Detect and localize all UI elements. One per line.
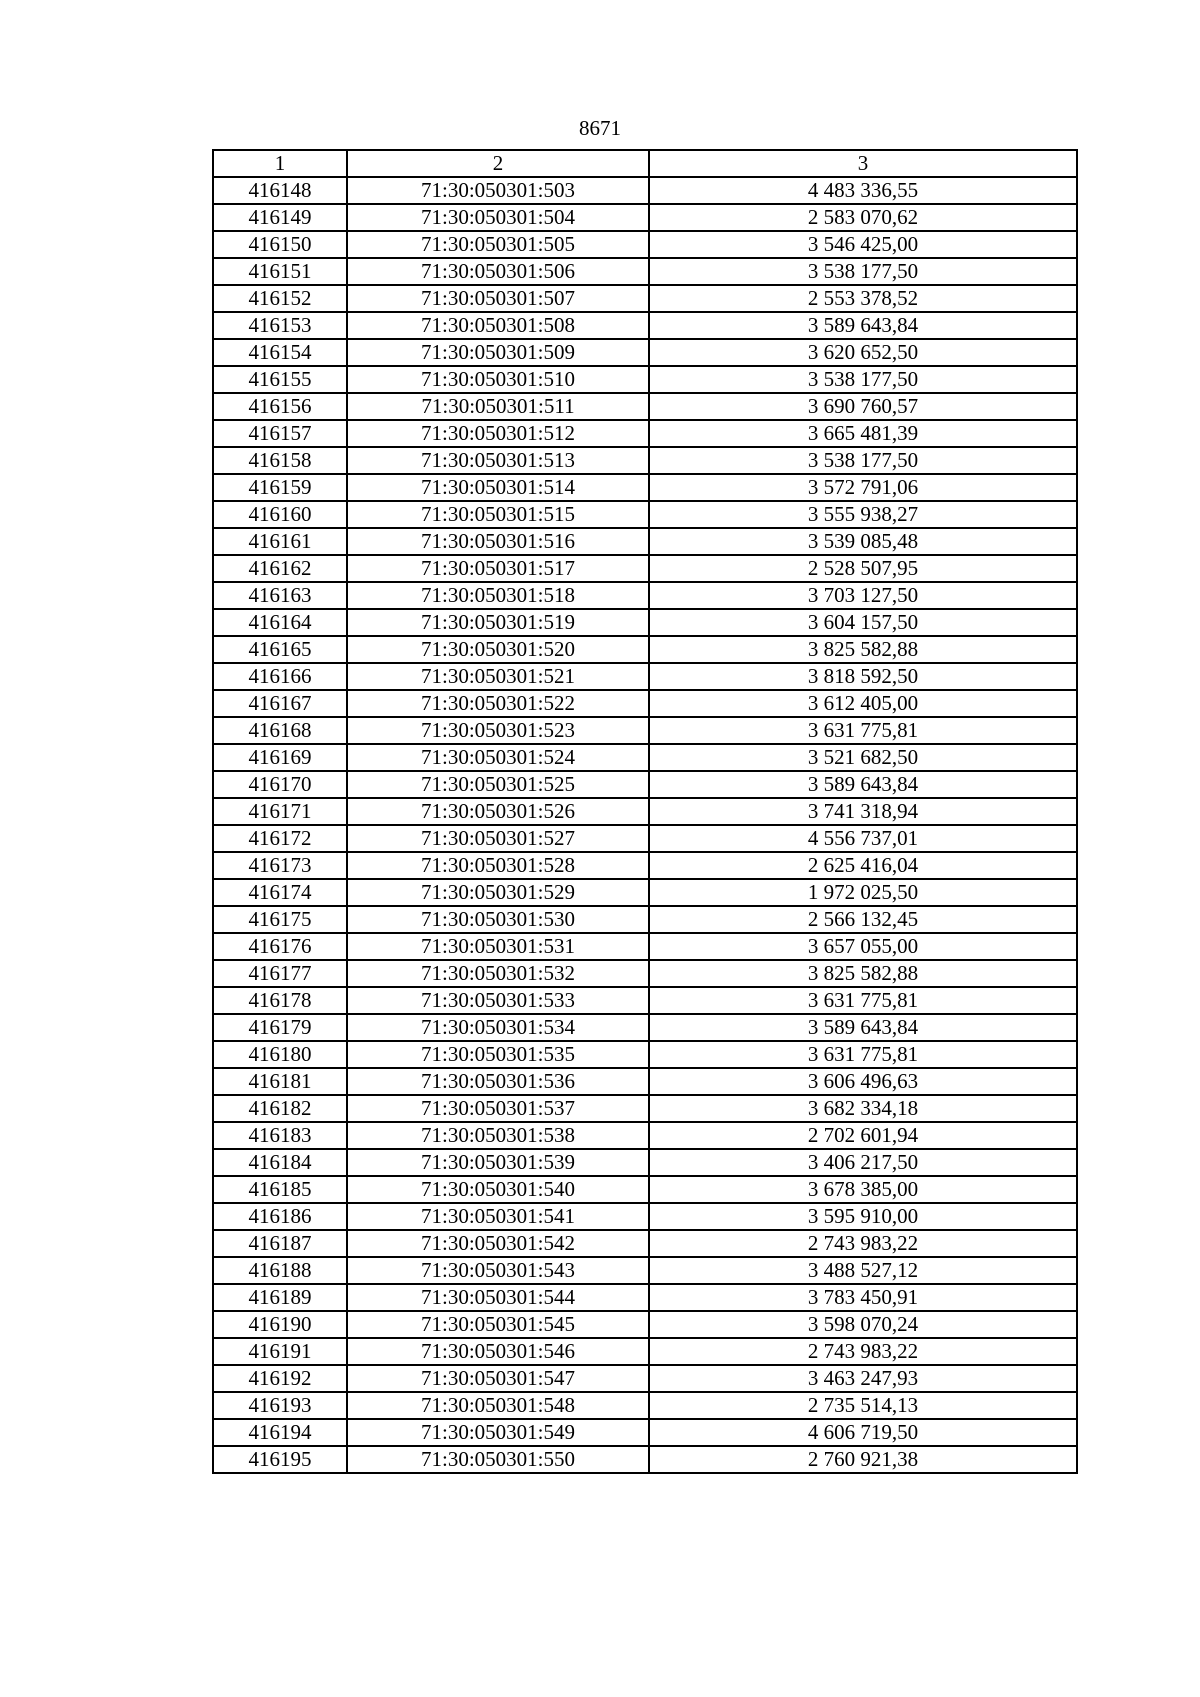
cadastral-number-cell: 71:30:050301:511 [347,393,649,420]
cadastral-number-cell: 71:30:050301:540 [347,1176,649,1203]
row-number-cell: 416154 [213,339,347,366]
table-row [213,285,1077,312]
cadastral-number-cell: 71:30:050301:548 [347,1392,649,1419]
value-cell: 3 488 527,12 [649,1257,1077,1284]
value-cell: 2 743 983,22 [649,1230,1077,1257]
table-row [213,1311,1077,1338]
cadastral-number-cell: 71:30:050301:512 [347,420,649,447]
table-row [213,798,1077,825]
row-number-cell: 416158 [213,447,347,474]
cadastral-number-cell: 71:30:050301:531 [347,933,649,960]
row-number-cell: 416180 [213,1041,347,1068]
column-header-2: 2 [347,150,649,177]
value-cell: 3 406 217,50 [649,1149,1077,1176]
cadastral-number-cell: 71:30:050301:513 [347,447,649,474]
table-row [213,771,1077,798]
table-row [213,582,1077,609]
cadastral-number-cell: 71:30:050301:544 [347,1284,649,1311]
table-row [213,1392,1077,1419]
cadastral-number-cell: 71:30:050301:539 [347,1149,649,1176]
value-cell: 3 657 055,00 [649,933,1077,960]
table-row [213,1122,1077,1149]
cadastral-number-cell: 71:30:050301:535 [347,1041,649,1068]
row-number-cell: 416164 [213,609,347,636]
table-row [213,501,1077,528]
table-row [213,258,1077,285]
value-cell: 2 583 070,62 [649,204,1077,231]
cadastral-number-cell: 71:30:050301:519 [347,609,649,636]
row-number-cell: 416151 [213,258,347,285]
value-cell: 3 631 775,81 [649,987,1077,1014]
row-number-cell: 416195 [213,1446,347,1473]
value-cell: 3 606 496,63 [649,1068,1077,1095]
table-row [213,1176,1077,1203]
row-number-cell: 416168 [213,717,347,744]
value-cell: 2 743 983,22 [649,1338,1077,1365]
value-cell: 3 538 177,50 [649,258,1077,285]
table-row [213,1014,1077,1041]
cadastral-number-cell: 71:30:050301:522 [347,690,649,717]
cadastral-number-cell: 71:30:050301:503 [347,177,649,204]
value-cell: 3 521 682,50 [649,744,1077,771]
row-number-cell: 416150 [213,231,347,258]
cadastral-number-cell: 71:30:050301:508 [347,312,649,339]
cadastral-number-cell: 71:30:050301:541 [347,1203,649,1230]
row-number-cell: 416170 [213,771,347,798]
value-cell: 3 598 070,24 [649,1311,1077,1338]
cadastral-number-cell: 71:30:050301:538 [347,1122,649,1149]
column-header-3: 3 [649,150,1077,177]
table-row [213,1338,1077,1365]
table-row [213,1095,1077,1122]
table-row [213,1284,1077,1311]
table-row [213,744,1077,771]
page-number: 8671 [579,116,621,140]
cadastral-number-cell: 71:30:050301:527 [347,825,649,852]
value-cell: 3 595 910,00 [649,1203,1077,1230]
row-number-cell: 416152 [213,285,347,312]
value-cell: 2 553 378,52 [649,285,1077,312]
cadastral-number-cell: 71:30:050301:549 [347,1419,649,1446]
table-row [213,1230,1077,1257]
row-number-cell: 416176 [213,933,347,960]
value-cell: 2 735 514,13 [649,1392,1077,1419]
cadastral-number-cell: 71:30:050301:529 [347,879,649,906]
row-number-cell: 416191 [213,1338,347,1365]
value-cell: 4 606 719,50 [649,1419,1077,1446]
cadastral-number-cell: 71:30:050301:543 [347,1257,649,1284]
table-header [213,150,1077,177]
value-cell: 3 825 582,88 [649,960,1077,987]
value-cell: 3 783 450,91 [649,1284,1077,1311]
row-number-cell: 416160 [213,501,347,528]
table-row [213,447,1077,474]
row-number-cell: 416177 [213,960,347,987]
row-number-cell: 416192 [213,1365,347,1392]
cadastral-number-cell: 71:30:050301:530 [347,906,649,933]
table-row [213,555,1077,582]
row-number-cell: 416188 [213,1257,347,1284]
cadastral-number-cell: 71:30:050301:533 [347,987,649,1014]
table-row [213,528,1077,555]
value-cell: 3 539 085,48 [649,528,1077,555]
value-cell: 2 625 416,04 [649,852,1077,879]
cadastral-number-cell: 71:30:050301:521 [347,663,649,690]
value-cell: 3 703 127,50 [649,582,1077,609]
value-cell: 3 546 425,00 [649,231,1077,258]
table-row [213,1041,1077,1068]
row-number-cell: 416179 [213,1014,347,1041]
cadastral-number-cell: 71:30:050301:546 [347,1338,649,1365]
row-number-cell: 416194 [213,1419,347,1446]
cadastral-number-cell: 71:30:050301:536 [347,1068,649,1095]
cadastral-number-cell: 71:30:050301:525 [347,771,649,798]
table-row [213,825,1077,852]
value-cell: 3 589 643,84 [649,771,1077,798]
table-row [213,393,1077,420]
row-number-cell: 416193 [213,1392,347,1419]
row-number-cell: 416162 [213,555,347,582]
row-number-cell: 416157 [213,420,347,447]
value-cell: 3 555 938,27 [649,501,1077,528]
cadastral-number-cell: 71:30:050301:520 [347,636,649,663]
table-row [213,474,1077,501]
row-number-cell: 416187 [213,1230,347,1257]
table-row [213,231,1077,258]
cadastral-number-cell: 71:30:050301:547 [347,1365,649,1392]
value-cell: 3 538 177,50 [649,447,1077,474]
value-cell: 3 682 334,18 [649,1095,1077,1122]
row-number-cell: 416167 [213,690,347,717]
table-row [213,636,1077,663]
cadastral-number-cell: 71:30:050301:516 [347,528,649,555]
value-cell: 3 612 405,00 [649,690,1077,717]
table-row [213,420,1077,447]
row-number-cell: 416178 [213,987,347,1014]
value-cell: 3 538 177,50 [649,366,1077,393]
cadastral-number-cell: 71:30:050301:507 [347,285,649,312]
table-row [213,1149,1077,1176]
row-number-cell: 416172 [213,825,347,852]
table-body [213,177,1077,1473]
value-cell: 3 818 592,50 [649,663,1077,690]
cadastral-number-cell: 71:30:050301:534 [347,1014,649,1041]
header-row [213,150,1077,177]
table-row [213,1203,1077,1230]
value-cell: 2 566 132,45 [649,906,1077,933]
row-number-cell: 416161 [213,528,347,555]
row-number-cell: 416169 [213,744,347,771]
row-number-cell: 416149 [213,204,347,231]
value-cell: 3 589 643,84 [649,312,1077,339]
table-row [213,1446,1077,1473]
cadastral-number-cell: 71:30:050301:528 [347,852,649,879]
cadastral-number-cell: 71:30:050301:506 [347,258,649,285]
row-number-cell: 416156 [213,393,347,420]
row-number-cell: 416182 [213,1095,347,1122]
value-cell: 3 631 775,81 [649,717,1077,744]
table-row [213,852,1077,879]
cadastral-number-cell: 71:30:050301:537 [347,1095,649,1122]
row-number-cell: 416173 [213,852,347,879]
row-number-cell: 416159 [213,474,347,501]
table-row [213,312,1077,339]
cadastral-number-cell: 71:30:050301:505 [347,231,649,258]
row-number-cell: 416189 [213,1284,347,1311]
table-row [213,933,1077,960]
value-cell: 3 665 481,39 [649,420,1077,447]
cadastral-number-cell: 71:30:050301:523 [347,717,649,744]
table-row [213,690,1077,717]
cadastral-number-cell: 71:30:050301:504 [347,204,649,231]
value-cell: 2 760 921,38 [649,1446,1077,1473]
table-row [213,879,1077,906]
cadastral-number-cell: 71:30:050301:518 [347,582,649,609]
value-cell: 3 589 643,84 [649,1014,1077,1041]
table-row [213,1419,1077,1446]
row-number-cell: 416171 [213,798,347,825]
table-row [213,717,1077,744]
row-number-cell: 416163 [213,582,347,609]
cadastral-number-cell: 71:30:050301:532 [347,960,649,987]
cadastral-number-cell: 71:30:050301:545 [347,1311,649,1338]
row-number-cell: 416183 [213,1122,347,1149]
value-cell: 3 620 652,50 [649,339,1077,366]
value-cell: 2 702 601,94 [649,1122,1077,1149]
row-number-cell: 416174 [213,879,347,906]
table-row [213,987,1077,1014]
cadastral-number-cell: 71:30:050301:509 [347,339,649,366]
cadastral-number-cell: 71:30:050301:526 [347,798,649,825]
value-cell: 3 572 791,06 [649,474,1077,501]
cadastral-number-cell: 71:30:050301:550 [347,1446,649,1473]
table-row [213,906,1077,933]
value-cell: 3 690 760,57 [649,393,1077,420]
table-row [213,1365,1077,1392]
table-row [213,1257,1077,1284]
row-number-cell: 416153 [213,312,347,339]
cadastral-number-cell: 71:30:050301:514 [347,474,649,501]
row-number-cell: 416165 [213,636,347,663]
table-row [213,177,1077,204]
table-row [213,339,1077,366]
value-cell: 3 678 385,00 [649,1176,1077,1203]
table-row [213,960,1077,987]
row-number-cell: 416185 [213,1176,347,1203]
row-number-cell: 416190 [213,1311,347,1338]
cadastral-number-cell: 71:30:050301:515 [347,501,649,528]
value-cell: 1 972 025,50 [649,879,1077,906]
row-number-cell: 416184 [213,1149,347,1176]
table-row [213,609,1077,636]
row-number-cell: 416148 [213,177,347,204]
value-cell: 3 825 582,88 [649,636,1077,663]
row-number-cell: 416175 [213,906,347,933]
cadastral-number-cell: 71:30:050301:517 [347,555,649,582]
cadastral-number-cell: 71:30:050301:510 [347,366,649,393]
row-number-cell: 416186 [213,1203,347,1230]
value-cell: 4 483 336,55 [649,177,1077,204]
value-cell: 3 463 247,93 [649,1365,1077,1392]
column-header-1: 1 [213,150,347,177]
table-row [213,204,1077,231]
cadastral-number-cell: 71:30:050301:542 [347,1230,649,1257]
value-cell: 2 528 507,95 [649,555,1077,582]
value-cell: 3 604 157,50 [649,609,1077,636]
row-number-cell: 416166 [213,663,347,690]
value-cell: 3 741 318,94 [649,798,1077,825]
value-cell: 3 631 775,81 [649,1041,1077,1068]
table-row [213,663,1077,690]
data-table [212,149,1078,1474]
value-cell: 4 556 737,01 [649,825,1077,852]
row-number-cell: 416155 [213,366,347,393]
row-number-cell: 416181 [213,1068,347,1095]
cadastral-number-cell: 71:30:050301:524 [347,744,649,771]
table-row [213,1068,1077,1095]
table-row [213,366,1077,393]
